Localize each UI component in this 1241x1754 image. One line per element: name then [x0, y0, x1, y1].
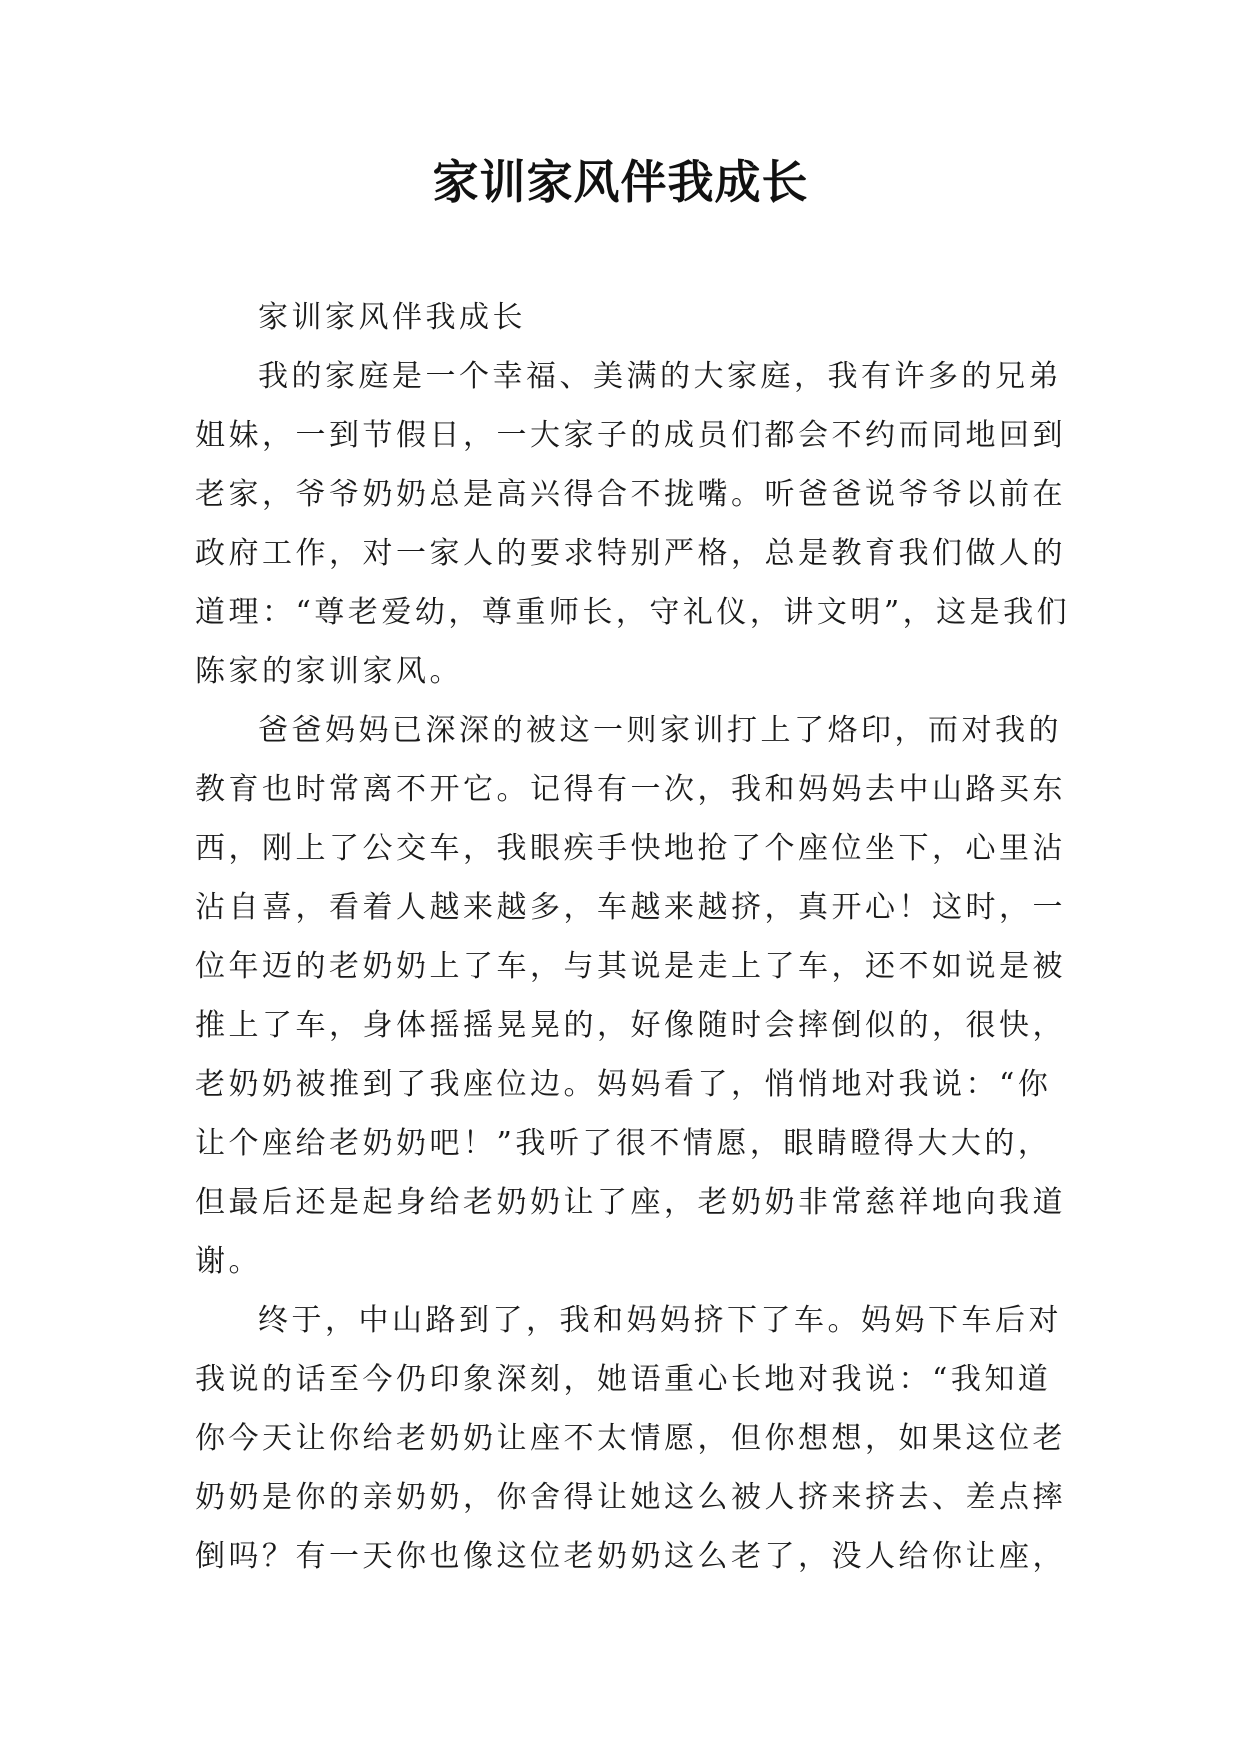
body-line: 沾自喜，看着人越来越多，车越来越挤，真开心！这时，一	[195, 890, 1066, 925]
body-line: 倒吗？有一天你也像这位老奶奶这么老了，没人给你让座，	[195, 1539, 1066, 1574]
body-line: 我的家庭是一个幸福、美满的大家庭，我有许多的兄弟	[258, 359, 1062, 394]
body-line: 你今天让你给老奶奶让座不太情愿，但你想想，如果这位老	[195, 1421, 1066, 1456]
body-line: 教育也时常离不开它。记得有一次，我和妈妈去中山路买东	[195, 772, 1066, 807]
body-line: 我说的话至今仍印象深刻，她语重心长地对我说：“我知道	[195, 1362, 1052, 1397]
body-line: 终于，中山路到了，我和妈妈挤下了车。妈妈下车后对	[258, 1303, 1062, 1338]
body-line: 家训家风伴我成长	[258, 300, 526, 335]
body-line: 老家，爷爷奶奶总是高兴得合不拢嘴。听爸爸说爷爷以前在	[195, 477, 1066, 512]
document-title: 家训家风伴我成长	[432, 155, 809, 209]
body-line: 但最后还是起身给老奶奶让了座，老奶奶非常慈祥地向我道	[195, 1185, 1066, 1220]
body-line: 陈家的家训家风。	[195, 654, 463, 689]
body-line: 西，刚上了公交车，我眼疾手快地抢了个座位坐下，心里沾	[195, 831, 1066, 866]
body-line: 让个座给老奶奶吧！”我听了很不情愿，眼睛瞪得大大的，	[195, 1126, 1052, 1161]
body-line: 谢。	[195, 1244, 262, 1279]
body-line: 推上了车，身体摇摇晃晃的，好像随时会摔倒似的，很快，	[195, 1008, 1066, 1043]
document-body	[195, 288, 1071, 1586]
body-line: 道理：“尊老爱幼，尊重师长，守礼仪，讲文明”，这是我们	[195, 595, 1071, 630]
body-line: 政府工作，对一家人的要求特别严格，总是教育我们做人的	[195, 536, 1066, 571]
body-line: 爸爸妈妈已深深的被这一则家训打上了烙印，而对我的	[258, 713, 1062, 748]
body-line: 位年迈的老奶奶上了车，与其说是走上了车，还不如说是被	[195, 949, 1066, 984]
body-line: 老奶奶被推到了我座位边。妈妈看了，悄悄地对我说：“你	[195, 1067, 1052, 1102]
body-line: 姐妹，一到节假日，一大家子的成员们都会不约而同地回到	[195, 418, 1066, 453]
body-line: 奶奶是你的亲奶奶，你舍得让她这么被人挤来挤去、差点摔	[195, 1480, 1066, 1515]
